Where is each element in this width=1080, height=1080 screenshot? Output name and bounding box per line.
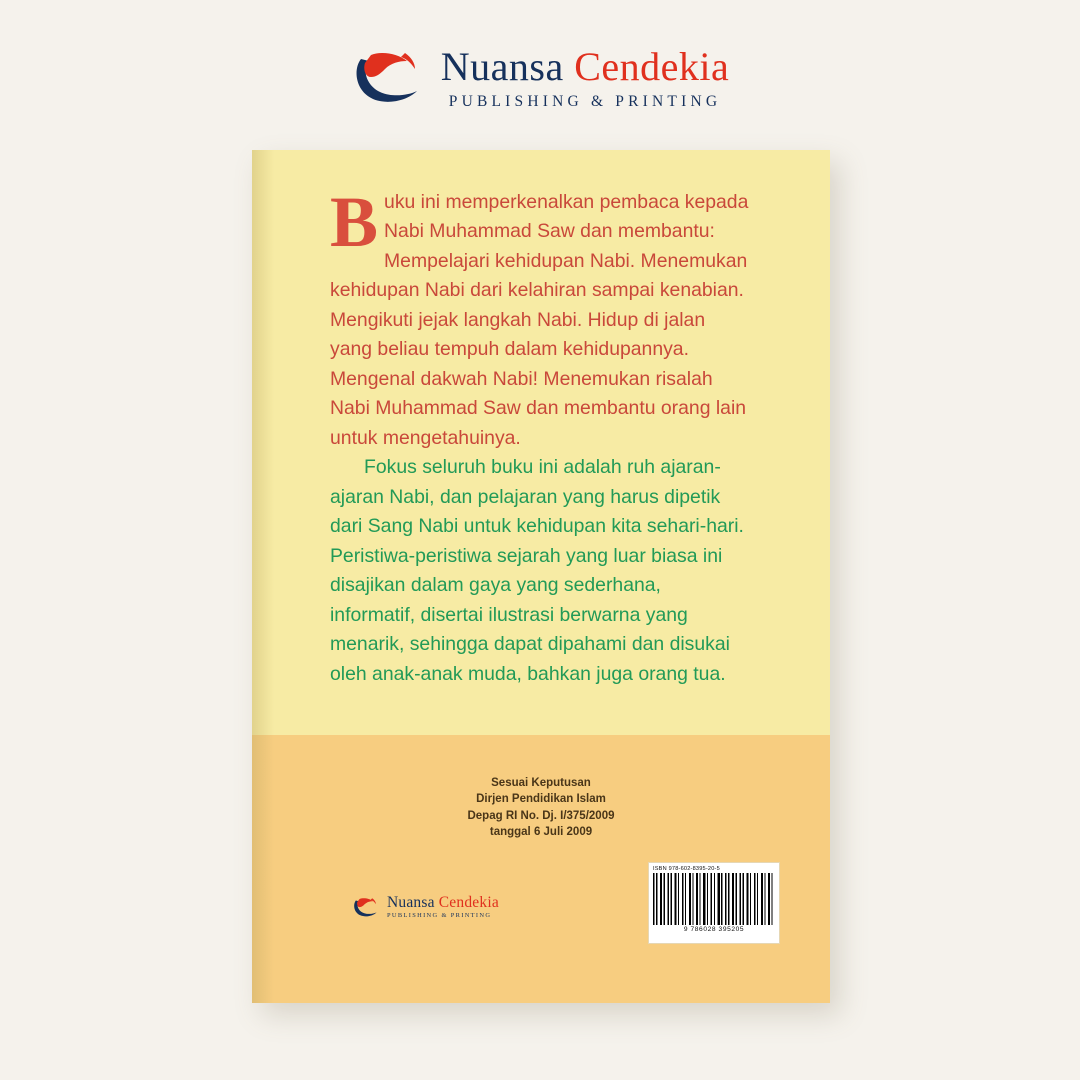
approval-line-3: Depag RI No. Dj. I/375/2009 [467,809,615,822]
cover-publisher-name-part2: Cendekia [438,894,499,911]
approval-line-2: Dirjen Pendidikan Islam [476,793,606,806]
barcode-number: 9 786028 395205 [683,926,745,933]
blurb-paragraph-red-text: uku ini memperkenalkan pembaca kepada Nabi Muhammad Saw dan membantu: Mempelajari kehidupan Nabi. Menemukan kehidupan Nabi dari kelahiran sampai kenabian. Mengikuti jejak langkah Nabi. Hidup di jalan yang beliau tempuh dalam kehidupannya. Mengenal dakwah Nabi! Menemukan risalah Nabi Muhammad Saw dan membantu orang lain untuk mengetahuinya. [330,191,749,449]
approval-line-4: tanggal 6 Juli 2009 [489,825,593,838]
isbn-label: ISBN 978-602-8395-20-5 [653,866,720,872]
publisher-tagline: PUBLISHING & PRINTING [448,92,722,110]
approval-line-1: Sesuai Keputusan [491,777,591,789]
publisher-wordmark [440,43,730,110]
swoosh-bird-logo-icon [352,896,379,919]
publisher-logo-header [0,38,1080,118]
blurb-dropcap: B [330,182,379,262]
barcode-bars [653,873,775,925]
approval-statement [252,775,830,840]
swoosh-bird-logo-icon [351,47,423,109]
blurb-text-block [330,182,750,689]
cover-publisher-wordmark [387,895,499,919]
publisher-name-part2: Cendekia [574,43,730,89]
publisher-name [440,43,730,89]
blurb-paragraph-red [330,182,750,453]
blurb-paragraph-green: Fokus seluruh buku ini adalah ruh ajaran-ajaran Nabi, dan pelajaran yang harus dipetik dari Sang Nabi untuk kehidupan kita sehari-hari. Peristiwa-peristiwa sejarah yang luar biasa ini disajikan dalam gaya yang sederhana, informatif, disertai ilustrasi berwarna yang menarik, sehingga dapat dipahami dan disukai oleh anak-anak muda, bahkan juga orang tua. [330,456,744,685]
book-back-cover [252,150,830,1003]
cover-publisher-tagline: PUBLISHING & PRINTING [387,912,492,919]
cover-publisher-name-part1: Nuansa [387,894,439,911]
cover-publisher-logo [352,895,499,919]
isbn-barcode [648,862,780,944]
cover-publisher-name [387,895,499,911]
publisher-name-part1: Nuansa [440,43,575,89]
